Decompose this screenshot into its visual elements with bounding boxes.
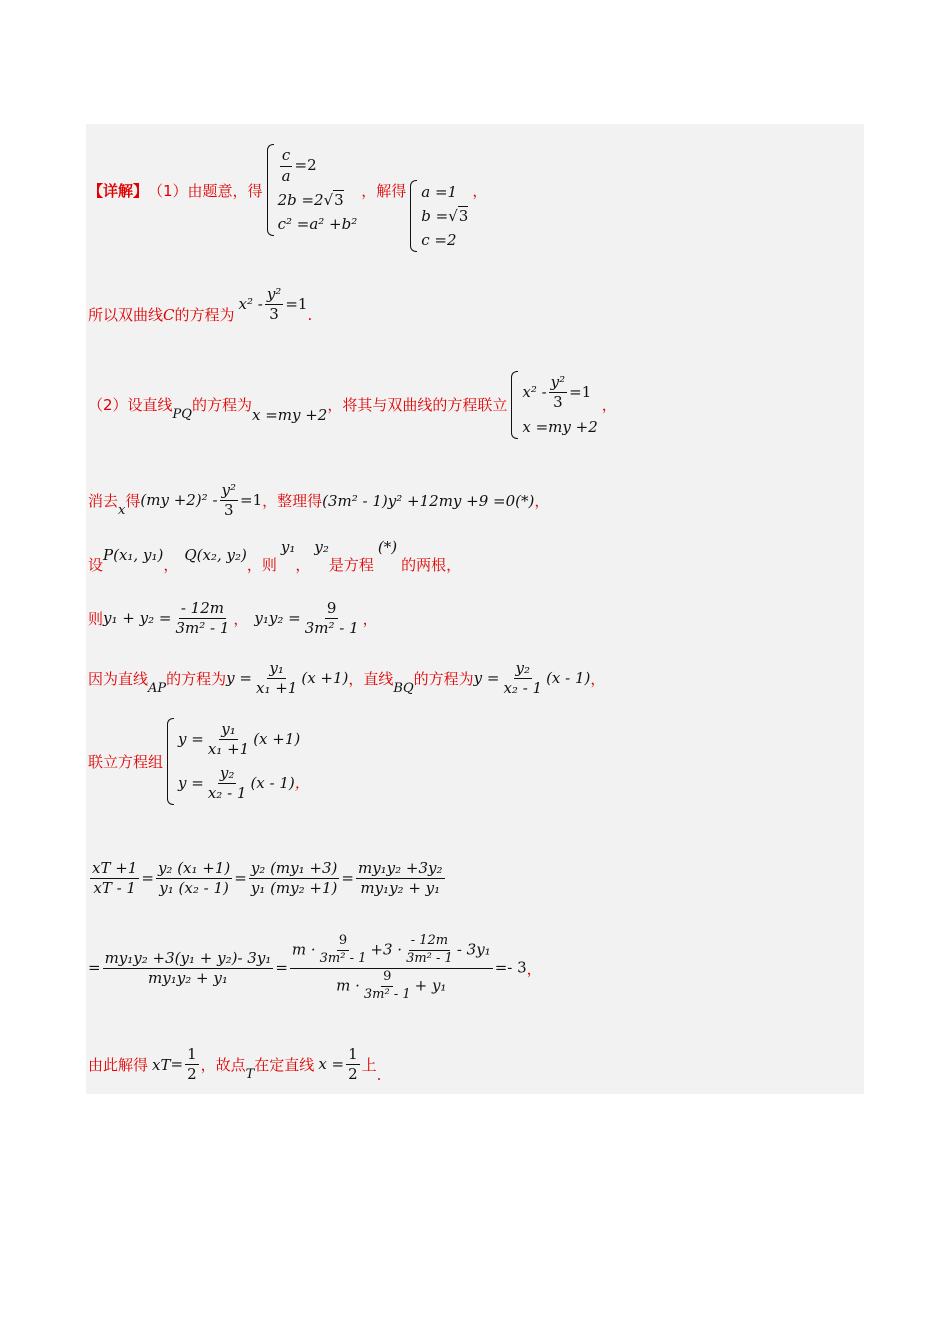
solve-text: ，解得 (361, 181, 407, 200)
root-y2: y₂ (314, 537, 329, 556)
roots-text-c: 是方程 (328, 556, 374, 574)
sys-row-3: c² =a² +b² (277, 214, 358, 233)
fixed-line-equation: x = $\frac{1}{2}$ (318, 1045, 358, 1084)
system-text: 联立方程组 (88, 753, 164, 771)
detail-label: 【详解】 (88, 181, 149, 200)
sys-row-1: $\frac{c}{a}$ =2 (281, 146, 317, 185)
vieta-product: y₁y₂ = $\frac{9}{\text{3m² - 1}}$ (254, 599, 359, 638)
point-p: P(x₁, y₁) (103, 545, 164, 564)
bq-label: BQ (393, 681, 414, 697)
curve-text-a: 所以双曲线 (88, 306, 164, 325)
ap-equation: y = $\frac{\text{y₁}}{\text{x₁ +1}}$ (x +1) (226, 659, 349, 698)
conclusion-text-d: 上 (361, 1056, 377, 1075)
sol-c: c =2 (421, 231, 457, 249)
point-q: Q(x₂, y₂) (184, 545, 247, 564)
lines-text-d: 的方程为 (413, 670, 474, 689)
xt-value: = $\frac{1}{2}$ (170, 1045, 197, 1084)
xt-var: xT (152, 1055, 171, 1074)
roots-line: 设 P(x₁, y₁) ， Q(x₂, y₂) ，则 y₁ ， y₂ 是方程 (*) 的两根， (88, 537, 462, 574)
root-y1: y₁ (280, 537, 296, 556)
sys-row-1: x² - $\frac{\text{y²}}{3}$ =1 (522, 373, 592, 412)
lines-system (167, 718, 310, 805)
brace (511, 371, 518, 439)
part2-end: ， (601, 396, 617, 415)
brace (167, 718, 174, 805)
eliminate-text-b: 得 (125, 492, 141, 511)
derivation-1 (88, 860, 447, 898)
derivation-2: = $\frac{\text{my₁y₂ +3(y₁ + y₂)- 3y₁}}{\text{my₁y₂ + y₁}}$ = m · $\frac{9}{\text{3m² - 1}}$ +3 · $\frac{- 12m}{\text{3m² - 1}}$ - 3y₁ m · $\frac{9}{\text{3m² - 1}}$ + y₁ =- 3 ， (88, 933, 542, 1002)
solution-system (410, 180, 468, 252)
part2-system (511, 371, 597, 439)
vieta-text-a: 则 (88, 610, 104, 629)
lines-text-b: 的方程为 (166, 670, 227, 689)
bq-equation: y = $\frac{\text{y₂}}{\text{x₂ - 1}}$ (x - 1) (473, 659, 591, 698)
eliminate-text-c: ，整理得 (262, 492, 323, 511)
point-t: T (245, 1067, 255, 1083)
part2-text-b: 的方程为 (191, 396, 252, 415)
eliminate-line (88, 482, 549, 520)
sys-row-2: x =my +2 (522, 417, 598, 436)
part1-system (267, 144, 358, 236)
derivation-2-expression: = $\frac{\text{my₁y₂ +3(y₁ + y₂)- 3y₁}}{\text{my₁y₂ + y₁}}$ = m · $\frac{9}{\text{3m² - 1}}$ +3 · $\frac{- 12m}{\text{3m² - 1}}$ - 3y₁ m · $\frac{9}{\text{3m² - 1}}$ + y₁ =- 3 (88, 933, 527, 1002)
curve-end: . (307, 305, 313, 324)
brace (410, 180, 417, 252)
ap-label: AP (148, 681, 167, 697)
curve-equation: x² - $\frac{\text{y²}}{3}$ =1 (238, 285, 308, 324)
lines-text-c: ，直线 (348, 670, 394, 689)
conclusion-text-b: ，故点 (200, 1056, 246, 1075)
sys-row-2: 2b =2√3 (277, 190, 344, 209)
conclusion-text-a: 由此解得 (88, 1056, 149, 1075)
vieta-sum: y₁ + y₂ = $\frac{- 12m}{\text{3m² - 1}}$ (103, 599, 230, 638)
quadratic-equation: (3m² - 1)y² +12my +9 =0(*) (322, 491, 535, 510)
part2-text-a: （2）设直线 (88, 396, 173, 415)
sys-row-2: y = $\frac{\text{y₂}}{\text{x₂ - 1}}$ (x - 1)， (178, 763, 310, 802)
system-line (88, 718, 314, 805)
roots-text-d: 的两根， (401, 556, 462, 574)
vieta-line: 则 y₁ + y₂ = $\frac{- 12m}{\text{3m² - 1}}$ ， y₁y₂ = $\frac{9}{\text{3m² - 1}}$ ， (88, 599, 378, 638)
part1-line (88, 128, 487, 252)
roots-text-b: ，则 (246, 556, 277, 574)
eliminate-equation: (my +2)² - $\frac{\text{y²}}{3}$ =1 (140, 481, 263, 520)
curve-var: C (163, 305, 175, 324)
derivation-1-expression: $\frac{xT +1}{xT - 1}$ = $\frac{\text{y₂ (x₁ +1)}}{\text{y₁ (x₂ - 1)}}$ = $\frac{\text{y₂ (my₁ +3)}}{\text{y₁ (my₂ +1)}}$ = $\frac{\text{my₁y₂ +3y₂}}{\text{my₁y₂ + y₁}}$ (92, 859, 443, 898)
roots-text-a: 设 (88, 556, 104, 574)
eliminate-text-a: 消去 (88, 492, 119, 511)
sys-row-1: y = $\frac{\text{y₁}}{\text{x₁ +1}}$ (x +1) (178, 720, 301, 759)
curve-text-b: 的方程为 (174, 306, 235, 325)
brace (267, 144, 274, 236)
lines-line: 因为直线 AP 的方程为 y = $\frac{\text{y₁}}{\text{x₁ +1}}$ (x +1) ，直线 BQ 的方程为 y = $\frac{\text{y₂}}{\text{x₂ - 1}}$ (x - 1) ， (88, 659, 606, 698)
lines-text-a: 因为直线 (88, 670, 149, 689)
pq-equation: x =my +2 (251, 405, 328, 424)
end-comma: ， (472, 181, 488, 200)
equation-star-ref: (*) (377, 537, 398, 556)
pq-label: PQ (172, 407, 192, 423)
conclusion-text-c: 在定直线 (254, 1056, 315, 1075)
part2-text-c: ，将其与双曲线的方程联立 (327, 396, 508, 415)
sol-b: b =√3 (421, 207, 469, 225)
part2-line (88, 371, 617, 439)
eliminate-end: ， (534, 492, 550, 511)
fraction: $\frac{c}{a}$ (281, 146, 291, 185)
conclusion-line: 由此解得 xT = $\frac{1}{2}$ ，故点 T 在定直线 x = $\frac{1}{2}$ 上 . (88, 1045, 382, 1084)
curve-line (88, 286, 312, 324)
sol-a: a =1 (421, 183, 458, 201)
part1-intro: （1）由题意，得 (148, 181, 263, 200)
eliminate-var: x (118, 503, 126, 519)
